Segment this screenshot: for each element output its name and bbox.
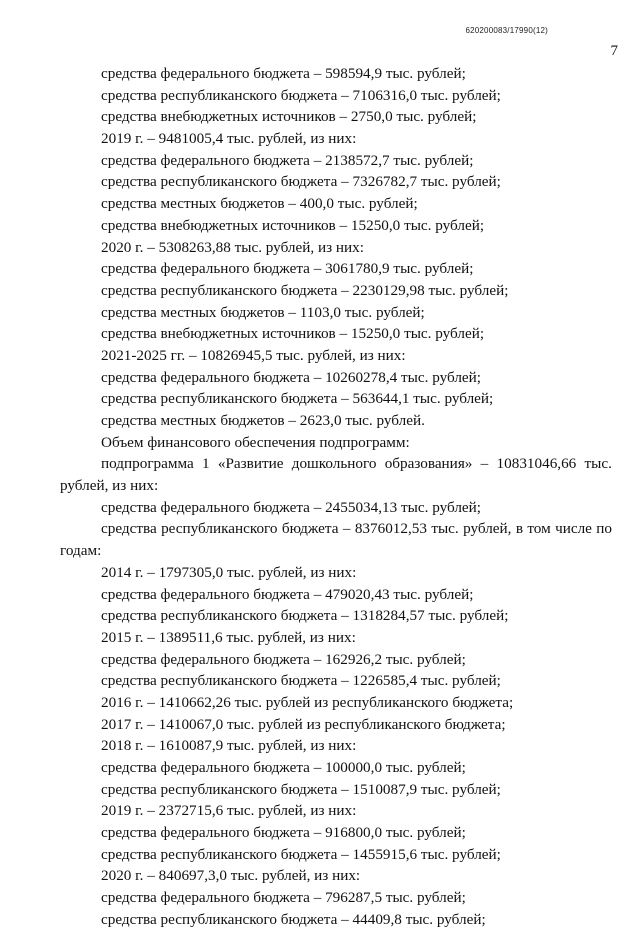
text-line: 2019 г. – 9481005,4 тыс. рублей, из них: xyxy=(101,130,357,148)
text-line: средства республиканского бюджета – 1455915,6 тыс. рублей; xyxy=(101,845,501,863)
text-line: средства федерального бюджета – 796287,5 тыс. рублей; xyxy=(101,889,466,907)
word: 8376012,53 xyxy=(354,520,427,538)
text-line: 2015 г. – 1389511,6 тыс. рублей, из них: xyxy=(101,628,356,646)
text-line: средства республиканского бюджета – 563644,1 тыс. рублей; xyxy=(101,390,494,408)
word: числе xyxy=(555,520,592,538)
text-line: средства федерального бюджета – 479020,43 тыс. рублей; xyxy=(101,585,474,603)
text-line: средства местных бюджетов – 1103,0 тыс. рублей; xyxy=(101,303,425,321)
word: подпрограмма xyxy=(101,455,194,473)
text-line: средства федерального бюджета – 3061780,9 тыс. рублей; xyxy=(101,260,474,278)
document-code: 620200083/17990(12) xyxy=(465,26,548,35)
word: – xyxy=(342,520,351,538)
word: средства xyxy=(101,520,157,538)
subprogram-1-line xyxy=(60,453,612,475)
text-line: средства федерального бюджета – 598594,9 тыс. рублей; xyxy=(101,65,466,82)
word: в xyxy=(515,520,523,538)
page-number: 7 xyxy=(610,43,618,59)
document-body xyxy=(60,63,612,931)
text-line: средства внебюджетных источников – 15250,0 тыс. рублей; xyxy=(101,325,485,343)
word: тыс. xyxy=(584,455,612,473)
text-line: годам: xyxy=(60,542,102,560)
text-line: средства республиканского бюджета – 2230129,98 тыс. рублей; xyxy=(101,281,509,299)
word: республиканского xyxy=(161,520,278,538)
text-line: средства местных бюджетов – 400,0 тыс. рублей; xyxy=(101,195,418,213)
word: образования» xyxy=(384,455,473,473)
text-line: средства республиканского бюджета – 7326782,7 тыс. рублей; xyxy=(101,173,501,191)
word: том xyxy=(527,520,551,538)
text-line: средства республиканского бюджета – 1510087,9 тыс. рублей; xyxy=(101,780,501,798)
word: «Развитие xyxy=(217,455,284,473)
word: рублей, xyxy=(463,520,512,538)
text-line: средства республиканского бюджета – 44409,8 тыс. рублей; xyxy=(101,910,486,928)
text-line: средства федерального бюджета – 10260278,4 тыс. рублей; xyxy=(101,368,482,386)
text-line: средства республиканского бюджета – 7106316,0 тыс. рублей; xyxy=(101,86,501,104)
word: дошкольного xyxy=(291,455,377,473)
text-line: средства республиканского бюджета – 1226585,4 тыс. рублей; xyxy=(101,672,501,690)
text-line: средства федерального бюджета – 2455034,13 тыс. рублей; xyxy=(101,498,482,516)
word: по xyxy=(596,520,612,538)
word: 1 xyxy=(202,455,210,473)
text-line: средства республиканского бюджета – 1318284,57 тыс. рублей; xyxy=(101,607,509,625)
text-line: средства местных бюджетов – 2623,0 тыс. рублей. xyxy=(101,412,425,429)
text-line: средства федерального бюджета – 100000,0 тыс. рублей; xyxy=(101,759,466,776)
word: 10831046,66 xyxy=(496,455,577,473)
text-line: 2020 г. – 840697,3,0 тыс. рублей, из них: xyxy=(101,867,361,885)
text-line: средства федерального бюджета – 916800,0 тыс. рублей; xyxy=(101,824,466,842)
text-line: 2018 г. – 1610087,9 тыс. рублей, из них: xyxy=(101,737,357,755)
text-line: средства внебюджетных источников – 2750,0 тыс. рублей; xyxy=(101,108,477,126)
text-line: 2016 г. – 1410662,26 тыс. рублей из республиканского бюджета; xyxy=(101,693,514,711)
republican-budget-line xyxy=(60,518,612,540)
word: бюджета xyxy=(281,520,339,538)
word: тыс. xyxy=(431,520,459,538)
text-line: 2021-2025 гг. – 10826945,5 тыс. рублей, из них: xyxy=(101,346,406,364)
text-line: Объем финансового обеспечения подпрограмм: xyxy=(101,433,410,451)
text-line: 2014 г. – 1797305,0 тыс. рублей, из них: xyxy=(101,563,357,581)
text-line: средства федерального бюджета – 162926,2 тыс. рублей; xyxy=(101,650,466,668)
text-line: 2017 г. – 1410067,0 тыс. рублей из республиканского бюджета; xyxy=(101,715,506,733)
text-line: рублей, из них: xyxy=(60,477,159,495)
word: – xyxy=(480,455,489,473)
text-line: средства внебюджетных источников – 15250,0 тыс. рублей; xyxy=(101,216,485,234)
text-line: средства федерального бюджета – 2138572,7 тыс. рублей; xyxy=(101,151,474,169)
text-line: 2019 г. – 2372715,6 тыс. рублей, из них: xyxy=(101,802,357,820)
text-line: 2020 г. – 5308263,88 тыс. рублей, из них: xyxy=(101,238,364,256)
